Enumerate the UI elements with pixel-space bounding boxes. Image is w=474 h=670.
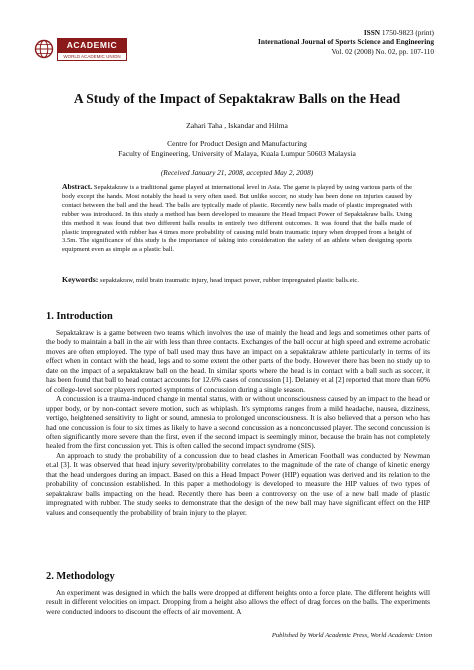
- paragraph: An approach to study the probability of a concussion due to head clashes in American Football was conducted by Newman et.al [3]. It was observed that head injury severity/probability correlates to the magnitude of the rate of change of kinetic energy that the head undergoes during an impact. Based on this a Head Impact Power (HIP) equation was derived and its relation to the probability of concussion established. In this paper a methodology is developed to measure the HIP values of two types of sepaktakraw balls impacting on the head. Recently there has been a controversy on the use of a new ball made of plastic impregnated with rubber. The study seeks to demonstrate that the design of the new ball may have significant effect on the HIP values and consequently the probability of brain injury to the player.: [46, 450, 430, 517]
- section-heading-introduction: 1. Introduction: [46, 311, 113, 322]
- publisher-logo: [34, 34, 128, 64]
- logo-title: ACADEMIC: [57, 38, 127, 53]
- affiliation-faculty: Faculty of Engineering, University of Malaya, Kuala Lumpur 50603 Malaysia: [118, 149, 356, 159]
- keywords: [62, 275, 412, 285]
- paragraph: Sepaktakraw is a game between two teams which involves the use of mainly the head and legs and sometimes other parts of the body to maintain a ball in the air with less than three contacts. Exchanges of the ball occur at high speed and extreme acrobatic moves are often employed. The type of ball used may thus have an impact on a sepaktakraw athlete particularly in terms of its effect when in contact with the head, legs and to some extent the other parts of the body. However there has been no study up to date on the impact of a sepaktakraw ball on the head. In similar sports where the head is in contact with a ball such as soccer, it has been found that ball to head contact accounts for 12.6% cases of concussion [1]. Delaney et al [2] reported that more than 60% of college-level soccer players reported symptoms of concussion during a single season.: [46, 328, 430, 394]
- authors: Zahari Taha , Iskandar and Hilma: [186, 121, 288, 130]
- section-introduction-body: [46, 328, 430, 517]
- abstract-text: Sepaktakraw is a traditional game played at international level in Asia. The game is played by using various parts of the body except the hands. Most notably the head is very often used. But unlike soccer, no study has been done on injuries caused by contact between the ball and the head. The balls are typically made of plastic. Recently new balls made of plastic impregnated with rubber was introduced. In this study a method has been developed to measure the Head Impact Power of Sepaktakraw balls. Using this method it was found that two different balls results in entirely two different outcomes. It was found that the balls made of plastic impregnated with rubber has 4 times more probability of causing mild brain traumatic injury when dropped from a height of 3.5m. The significance of this study is the importance of taking into consideration the safety of an athlete when designing sports equipment even as simple as a plastic ball.: [62, 184, 412, 254]
- journal-name: International Journal of Sports Science and Engineering: [258, 37, 434, 47]
- abstract-label: Abstract.: [62, 182, 93, 191]
- journal-volume: Vol. 02 (2008) No. 02, pp. 107-110: [331, 46, 434, 56]
- affiliation: [0, 139, 474, 160]
- issn-value: 1750-9823 (print): [380, 28, 434, 37]
- affiliation-centre: Centre for Product Design and Manufacturing: [167, 139, 307, 148]
- paragraph: A concussion is a trauma-induced change in mental status, with or without unconsciousness caused by an impact to the head or upper body, or by non-contact severe motion, such as whiplash. It's symptoms ranges from a mild headache, nausea, dizziness, vertigo, heightened sensitivity to light or sound, amnesia to prolonged unconsciousness. It is also believed that a person who has had one concussion is four to six times as likely to have a second concussion as a nonconcussed player. The second concussion is often significantly more severe than the first, even if the second impact is seemingly minor, because the brain has not completely healed from the first concussion yet. This is often called the second impact syndrome (SIS).: [46, 394, 430, 451]
- journal-info: [258, 28, 434, 56]
- keywords-label: Keywords:: [62, 275, 99, 284]
- abstract: [62, 183, 412, 255]
- keywords-text: sepaktakraw, mild brain traumatic injury, head impact power, rubber impregnated plastic balls.etc.: [98, 277, 359, 284]
- globe-icon: [34, 39, 54, 59]
- issn-line: [258, 28, 434, 37]
- received-dates: (Received January 21, 2008, accepted May 2, 2008): [160, 168, 314, 177]
- section-methodology-body: [46, 588, 430, 616]
- section-heading-methodology: 2. Methodology: [46, 571, 115, 582]
- logo-subtitle: WORLD ACADEMIC UNION: [57, 53, 127, 61]
- publisher-footer: Published by World Academic Press, World Academic Union: [271, 632, 432, 639]
- paper-title: A Study of the Impact of Sepaktakraw Balls on the Head: [73, 91, 401, 106]
- paragraph: An experiment was designed in which the balls were dropped at different heights onto a force plate. The different heights will result in different velocities on impact. Dropping from a height also allows the effect of drag forces on the balls. The experiments were conducted indoors to discount the effects of air movement. A: [46, 588, 430, 616]
- logo-wordmark: [57, 38, 127, 61]
- issn-label: ISSN: [363, 28, 381, 37]
